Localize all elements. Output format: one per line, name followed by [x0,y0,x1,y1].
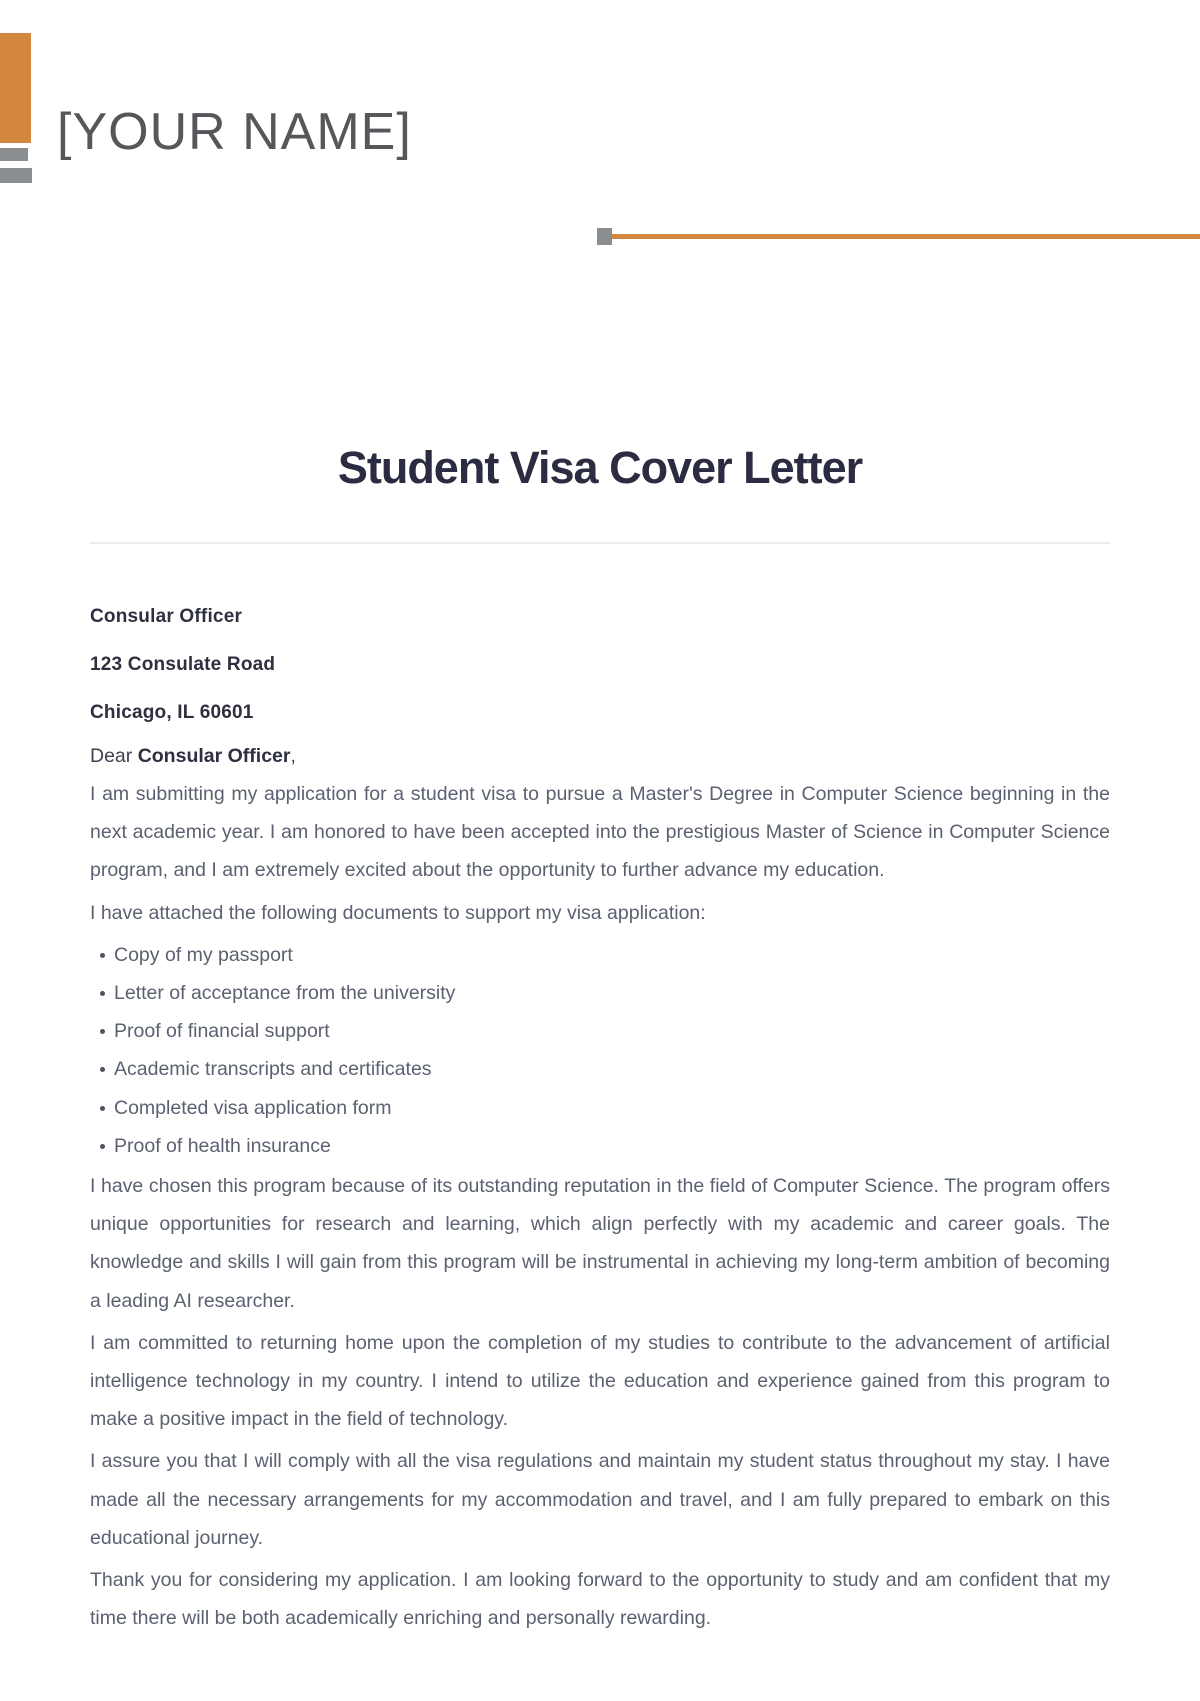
page-title: Student Visa Cover Letter [337,442,863,493]
paragraph-intro: I am submitting my application for a student visa to pursue a Master's Degree in Computer Science beginning in the next academic year. I am honored to have been accepted into the prestigious Master of Science in Computer Science program, and I am extremely excited about the opportunity to further advance my education. [90,783,1110,882]
attachments-list [90,936,1110,1165]
attachment-list-item: Letter of acceptance from the university [100,974,1110,1012]
logo-gray-stripe-1 [0,148,28,161]
logo-gray-stripe-2 [0,168,32,183]
attachment-list-item: Academic transcripts and certificates [100,1050,1110,1088]
letter-content [90,0,1110,1641]
recipient-address-block [90,593,1110,737]
salutation-recipient: Consular Officer [137,745,291,767]
recipient-city-line: Chicago, IL 60601 [90,702,254,723]
paragraph-attachments-intro: I have attached the following documents to support my visa application: [90,901,706,924]
title-divider [90,542,1110,544]
paragraph-thanks: Thank you for considering my application. I am looking forward to the opportunity to study and am confident that my time there will be both academically enriching and personally rewarding. [90,1569,1110,1630]
logo-orange-bar [0,33,31,143]
brand-name-placeholder: [YOUR NAME] [57,103,412,161]
salutation-prefix: Dear [90,745,138,767]
salutation-line [90,737,1110,775]
attachment-list-item: Completed visa application form [100,1089,1110,1127]
salutation-suffix: , [290,745,296,767]
paragraph-compliance: I assure you that I will comply with all the visa regulations and maintain my student status throughout my stay. I have made all the necessary arrangements for my accommodation and travel, and I am fully prepared to embark on this educational journey. [90,1450,1110,1549]
paragraph-program-choice: I have chosen this program because of its outstanding reputation in the field of Computer Science. The program offers unique opportunities for research and learning, which align perfectly with my academic and career goals. The knowledge and skills I will gain from this program will be instrumental in achieving my long-term ambition of becoming a leading AI researcher. [90,1175,1110,1312]
attachment-list-item: Copy of my passport [100,936,1110,974]
attachment-list-item: Proof of health insurance [100,1127,1110,1165]
paragraph-return-intent: I am committed to returning home upon the completion of my studies to contribute to the advancement of artificial intelligence technology in my country. I intend to utilize the education and experience gained from this program to make a positive impact in the field of technology. [90,1331,1110,1431]
attachment-list-item: Proof of financial support [100,1012,1110,1050]
recipient-name-line: Consular Officer [90,606,243,627]
recipient-street-line: 123 Consulate Road [90,654,276,675]
